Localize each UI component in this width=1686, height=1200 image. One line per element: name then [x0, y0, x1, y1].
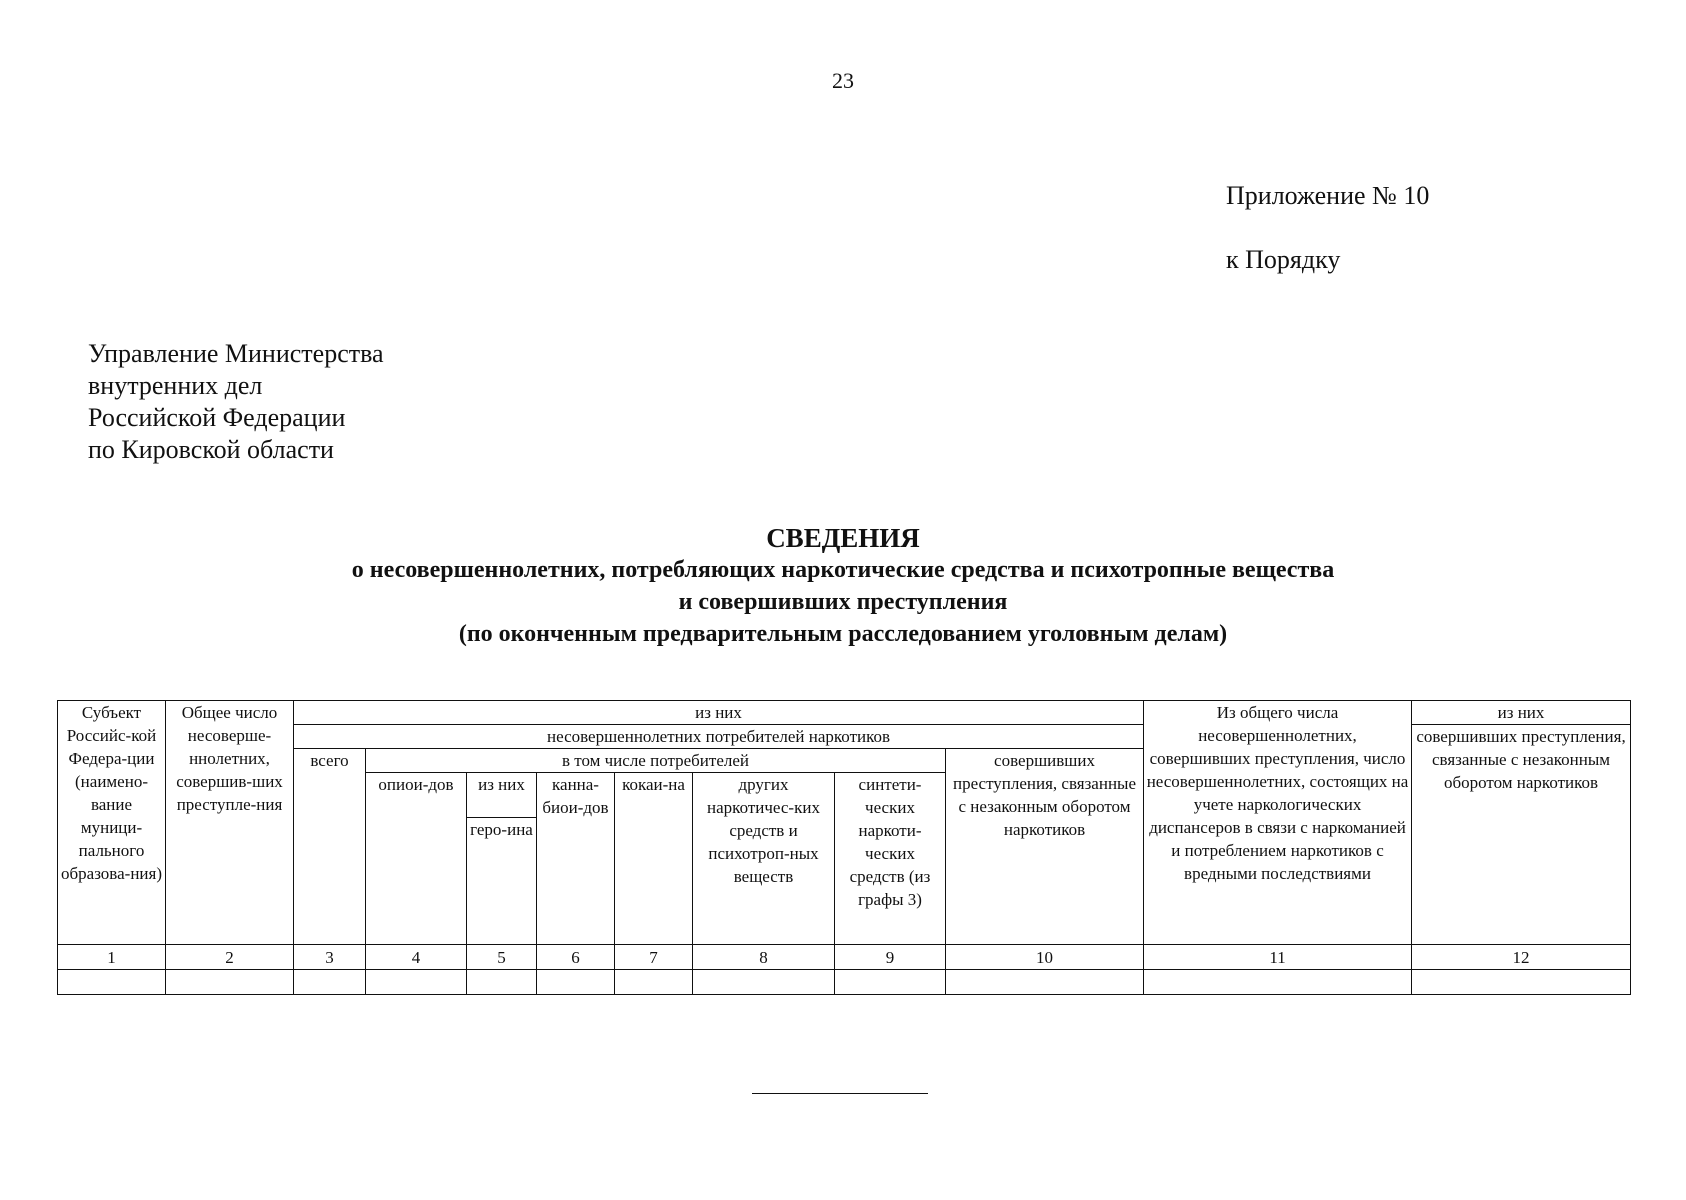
column-number: 3: [294, 945, 366, 970]
title-line: и совершивших преступления: [678, 589, 1008, 615]
title-line: (по оконченным предварительным расследованием уголовным делам): [458, 621, 1228, 647]
header-total-minors: Общее число несоверше-ннолетних, совершив-ших преступле-ния: [166, 701, 294, 945]
data-cell[interactable]: [835, 970, 946, 995]
addressee-line: Управление Министерства: [88, 339, 384, 368]
header-other-substances: других наркотичес-ких средств и психотроп-ных веществ: [693, 773, 835, 945]
column-number: 5: [467, 945, 537, 970]
data-cell[interactable]: [366, 970, 467, 995]
header-all: всего: [294, 749, 366, 945]
data-cell[interactable]: [1144, 970, 1412, 995]
addressee-block: [88, 338, 384, 466]
header-heroin: геро-ина: [467, 818, 537, 945]
addressee-line: внутренних дел: [88, 371, 263, 400]
column-number: 8: [693, 945, 835, 970]
column-number: 11: [1144, 945, 1412, 970]
data-cell[interactable]: [467, 970, 537, 995]
page-number: 23: [832, 68, 854, 93]
data-cell[interactable]: [166, 970, 294, 995]
header-committed-right: совершивших преступления, связанные с незаконным оборотом наркотиков: [1412, 725, 1631, 945]
footer-divider: [752, 1093, 928, 1094]
header-subject: Субъект Российс-кой Федера-ции (наимено-вание муници-пального образова-ния): [58, 701, 166, 945]
column-number: 4: [366, 945, 467, 970]
header-opioids: опиои-дов: [366, 773, 467, 945]
header-committed: совершивших преступления, связанные с незаконным оборотом наркотиков: [946, 749, 1144, 945]
data-cell[interactable]: [946, 970, 1144, 995]
header-of-them-small: из них: [467, 773, 537, 818]
header-registered: Из общего числа несовершеннолетних, совершивших преступления, число несовершеннолетних, состоящих на учете наркологических диспансеров в связи с наркоманией и потреблением наркотиков с вредными последствиями: [1144, 701, 1412, 945]
column-number: 10: [946, 945, 1144, 970]
header-cocaine: кокаи-на: [615, 773, 693, 945]
data-cell[interactable]: [1412, 970, 1631, 995]
header-synthetic: синтети-ческих наркоти-ческих средств (из графы 3): [835, 773, 946, 945]
data-cell[interactable]: [58, 970, 166, 995]
report-table: [57, 700, 1631, 995]
column-number: 9: [835, 945, 946, 970]
appendix-note: [1226, 180, 1429, 276]
document-title: [0, 522, 1686, 650]
column-number: 2: [166, 945, 294, 970]
data-cell[interactable]: [294, 970, 366, 995]
header-minor-users: несовершеннолетних потребителей наркотиков: [294, 725, 1144, 749]
data-cell[interactable]: [537, 970, 615, 995]
addressee-line: Российской Федерации: [88, 403, 346, 432]
column-number: 6: [537, 945, 615, 970]
header-of-them: из них: [294, 701, 1144, 725]
appendix-reference: к Порядку: [1226, 245, 1341, 274]
title-line: о несовершеннолетних, потребляющих наркотические средства и психотропные вещества: [351, 557, 1335, 583]
column-number: 1: [58, 945, 166, 970]
report-table-wrapper: [57, 700, 1630, 995]
header-cannabis: канна-биои-дов: [537, 773, 615, 945]
data-cell[interactable]: [615, 970, 693, 995]
appendix-number: Приложение № 10: [1226, 181, 1430, 210]
column-number: 12: [1412, 945, 1631, 970]
header-of-them-right: из них: [1412, 701, 1631, 725]
column-number: 7: [615, 945, 693, 970]
addressee-line: по Кировской области: [88, 435, 334, 464]
header-including: в том числе потребителей: [366, 749, 946, 773]
data-cell[interactable]: [693, 970, 835, 995]
title-main: СВЕДЕНИЯ: [766, 523, 920, 553]
